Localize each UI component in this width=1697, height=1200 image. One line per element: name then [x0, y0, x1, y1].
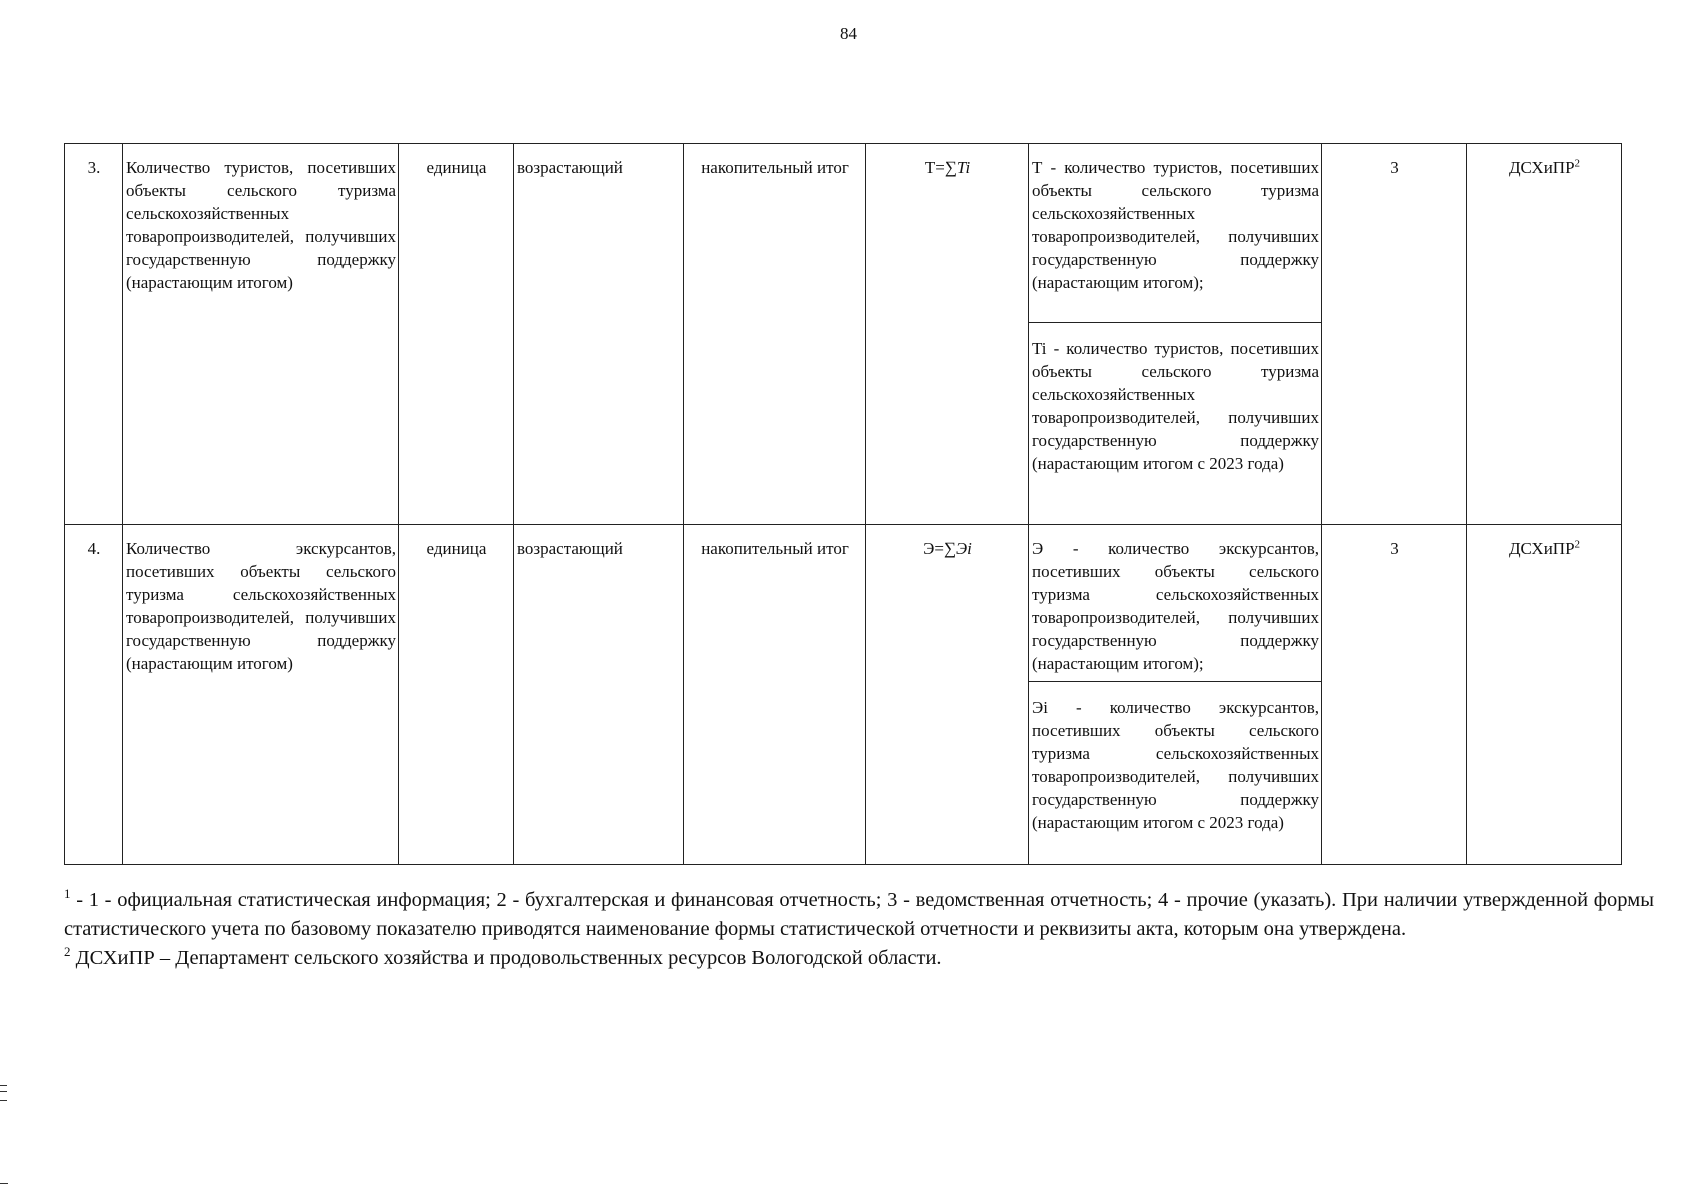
page-number: 84 [840, 24, 857, 43]
formula-var: Ti [956, 158, 971, 177]
footnote-text: - 1 - официальная статистическая информация; 2 - бухгалтерская и финансовая отчетность; 3 - ведомственная отчетность; 4 - прочие (указать). При наличии утвержденной формы статистического учета по базовому показателю приводятся наименование формы статистической отчетности и реквизиты акта, которым она утверждена. [64, 889, 1654, 940]
source-code-cell: 3 [1322, 144, 1467, 525]
responsible-name: ДСХиПР [1508, 158, 1575, 177]
footnote-ref: 2 [1574, 157, 1581, 170]
row-number: 3. [65, 144, 123, 525]
footnote-mark: 2 [64, 944, 71, 960]
indicator-name: Количество экскурсантов, посетивших объекты сельского туризма сельскохозяйственных товаропроизводителей, получивших государственную поддержку (нарастающим итогом) [123, 525, 399, 865]
footnotes [64, 886, 1654, 973]
indicator-name: Количество туристов, посетивших объекты сельского туризма сельскохозяйственных товаропроизводителей, получивших государственную поддержку (нарастающим итогом) [123, 144, 399, 525]
responsible-cell [1467, 525, 1622, 865]
method-cell: накопительный итог [684, 525, 866, 865]
formula-description-part: Эi - количество экскурсантов, посетивших объекты сельского туризма сельскохозяйственных товаропроизводителей, получивших государственную поддержку (нарастающим итогом с 2023 года) [1029, 682, 1322, 865]
footnote-1 [64, 886, 1654, 944]
formula-var: Эi [956, 539, 972, 558]
unit-cell: единица [399, 525, 514, 865]
footnote-2 [64, 944, 1654, 973]
responsible-cell [1467, 144, 1622, 525]
formula-lhs: T=∑ [924, 158, 957, 177]
row-number: 4. [65, 525, 123, 865]
dynamics-cell: возрастающий [514, 144, 684, 525]
unit-cell: единица [399, 144, 514, 525]
table-row [65, 525, 1622, 682]
table-row [65, 144, 1622, 323]
formula-cell [866, 525, 1029, 865]
formula-description-total: Т - количество туристов, посетивших объекты сельского туризма сельскохозяйственных товаропроизводителей, получивших государственную поддержку (нарастающим итогом); [1029, 144, 1322, 323]
indicators-table [64, 143, 1622, 865]
method-cell: накопительный итог [684, 144, 866, 525]
margin-dash [0, 1183, 8, 1184]
footnote-text: ДСХиПР – Департамент сельского хозяйства и продовольственных ресурсов Вологодской области. [75, 947, 942, 969]
footnote-mark: 1 [64, 886, 71, 902]
footnote-ref: 2 [1574, 538, 1581, 551]
formula-description-total: Э - количество экскурсантов, посетивших объекты сельского туризма сельскохозяйственных товаропроизводителей, получивших государственную поддержку (нарастающим итогом); [1029, 525, 1322, 682]
formula-cell [866, 144, 1029, 525]
dynamics-cell: возрастающий [514, 525, 684, 865]
margin-mark [0, 1085, 7, 1101]
responsible-name: ДСХиПР [1508, 539, 1575, 558]
source-code-cell: 3 [1322, 525, 1467, 865]
formula-lhs: Э=∑ [923, 539, 957, 558]
formula-description-part: Ti - количество туристов, посетивших объекты сельского туризма сельскохозяйственных товаропроизводителей, получивших государственную поддержку (нарастающим итогом с 2023 года) [1029, 323, 1322, 525]
